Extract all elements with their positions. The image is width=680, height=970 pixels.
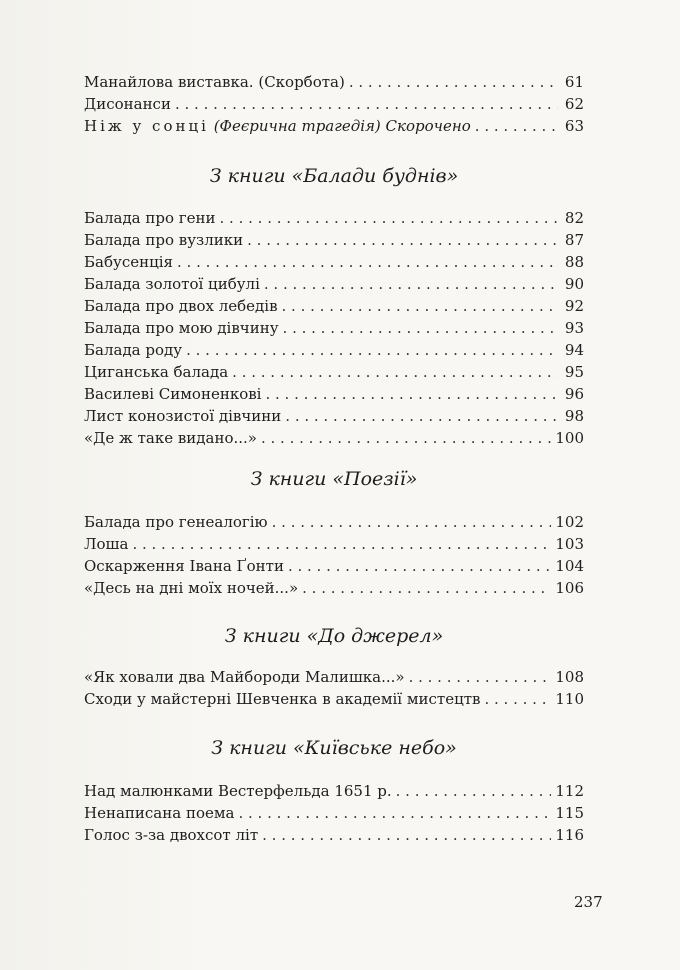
toc-entry-page: 103 — [555, 535, 584, 553]
toc-entry-title: «Де ж таке видано...» — [84, 429, 257, 447]
toc-entry-title: Лоша — [84, 535, 129, 553]
toc-entry — [84, 383, 584, 405]
toc-entry-page: 82 — [564, 209, 584, 227]
section-heading: З книги «Київське небо» — [211, 737, 457, 759]
toc-entry-page: 93 — [564, 319, 584, 337]
toc-entry-page: 94 — [564, 341, 584, 359]
toc-entry — [84, 71, 584, 93]
toc-section-do-dzherel — [84, 623, 584, 710]
toc-entry-title: Василеві Симоненкові — [84, 385, 262, 403]
dot-leader — [285, 405, 558, 427]
dot-leader — [247, 229, 558, 251]
toc-entry-page: 104 — [555, 557, 584, 575]
toc-entry-title: Ненаписана поема — [84, 804, 235, 822]
toc-entry — [84, 533, 584, 555]
dot-leader — [232, 361, 558, 383]
dot-leader — [261, 427, 551, 449]
toc-entry — [84, 251, 584, 273]
toc-entry-title: Циганська балада — [84, 363, 229, 381]
section-heading: З книги «Балади буднів» — [209, 165, 459, 187]
page-number: 237 — [574, 893, 603, 911]
toc-entry-page: 108 — [555, 668, 584, 686]
toc-entry-title: Балада роду — [84, 341, 183, 359]
toc-entry — [84, 295, 584, 317]
toc-entry-page: 61 — [564, 73, 584, 91]
toc-section-kyivske-nebo — [84, 735, 584, 846]
toc-entry — [84, 339, 584, 361]
toc-entry-title: Оскарження Івана Ґонти — [84, 557, 284, 575]
toc-entry — [84, 115, 584, 137]
toc-entry-title: Манайлова виставка. (Скорбота) — [84, 73, 345, 91]
toc-entry — [84, 666, 584, 688]
toc-section-baladi-budniv — [84, 163, 584, 449]
toc-entry — [84, 317, 584, 339]
toc-entry — [84, 688, 584, 710]
toc-entry — [84, 555, 584, 577]
toc-entry — [84, 802, 584, 824]
toc-entry-page: 62 — [564, 95, 584, 113]
toc-entry-page: 88 — [564, 253, 584, 271]
toc-entry-title-subtitle: (Феєрична трагедія) Скорочено — [213, 117, 471, 135]
toc-entry-page: 106 — [555, 579, 584, 597]
dot-leader — [396, 780, 552, 802]
toc-block-continued — [84, 71, 584, 137]
toc-entry-page: 115 — [555, 804, 584, 822]
toc-entry-title: Бабусенція — [84, 253, 174, 271]
dot-leader — [349, 71, 558, 93]
dot-leader — [238, 802, 551, 824]
dot-leader — [409, 666, 552, 688]
toc-entry-title: «Як ховали два Майбороди Малишка...» — [84, 668, 405, 686]
toc-entry-page: 87 — [564, 231, 584, 249]
toc-entry — [84, 93, 584, 115]
toc-entry — [84, 229, 584, 251]
toc-entry — [84, 780, 584, 802]
toc-entry — [84, 405, 584, 427]
toc-entry-page: 96 — [564, 385, 584, 403]
dot-leader — [186, 339, 558, 361]
toc-entry-title: «Десь на дні моїх ночей...» — [84, 579, 299, 597]
dot-leader — [177, 251, 558, 273]
toc-entry — [84, 427, 584, 449]
toc-entry-title: Балада про генеалогію — [84, 513, 268, 531]
dot-leader — [262, 824, 551, 846]
toc-entry-page: 112 — [555, 782, 584, 800]
toc-entry-title: Балада золотої цибулі — [84, 275, 260, 293]
dot-leader — [220, 207, 558, 229]
toc-entry-page: 102 — [555, 513, 584, 531]
toc-section-poezii — [84, 466, 584, 599]
toc-entry-title: Балада про вузлики — [84, 231, 244, 249]
toc-entry-page: 90 — [564, 275, 584, 293]
toc-entry — [84, 273, 584, 295]
toc-entry-title: Сходи у майстерні Шевченка в академії мистецтв — [84, 690, 481, 708]
toc-entry-title: Дисонанси — [84, 95, 171, 113]
toc-entry-page: 92 — [564, 297, 584, 315]
dot-leader — [265, 383, 558, 405]
toc-entry-page: 110 — [555, 690, 584, 708]
dot-leader — [264, 273, 558, 295]
toc-entry-title-main: Ніж у сонці — [84, 117, 209, 135]
dot-leader — [272, 511, 552, 533]
dot-leader — [484, 688, 551, 710]
section-heading: З книги «Поезії» — [250, 468, 418, 490]
toc-entry — [84, 577, 584, 599]
toc-entry-page: 63 — [564, 117, 584, 135]
dot-leader — [283, 317, 558, 339]
toc-entry-title: Балада про гени — [84, 209, 216, 227]
toc-entry-title: Балада про двох лебедів — [84, 297, 278, 315]
dot-leader — [132, 533, 551, 555]
toc-entry-page: 116 — [555, 826, 584, 844]
section-heading: З книги «До джерел» — [224, 625, 444, 647]
dot-leader — [175, 93, 558, 115]
toc-entry-title: Лист конозистої дівчини — [84, 407, 282, 425]
toc-entry — [84, 511, 584, 533]
toc-entry-page: 98 — [564, 407, 584, 425]
dot-leader — [282, 295, 558, 317]
toc-entry-title: Над малюнками Вестерфельда 1651 р. — [84, 782, 392, 800]
toc-entry — [84, 824, 584, 846]
toc-entry — [84, 207, 584, 229]
dot-leader — [475, 115, 558, 137]
toc-entry-title: Балада про мою дівчину — [84, 319, 279, 337]
toc-entry-title: Голос з-за двохсот літ — [84, 826, 259, 844]
toc-entry-title — [84, 115, 471, 137]
dot-leader — [288, 555, 551, 577]
toc-entry-page: 100 — [555, 429, 584, 447]
dot-leader — [302, 577, 551, 599]
toc-entry-page: 95 — [564, 363, 584, 381]
toc-entry — [84, 361, 584, 383]
